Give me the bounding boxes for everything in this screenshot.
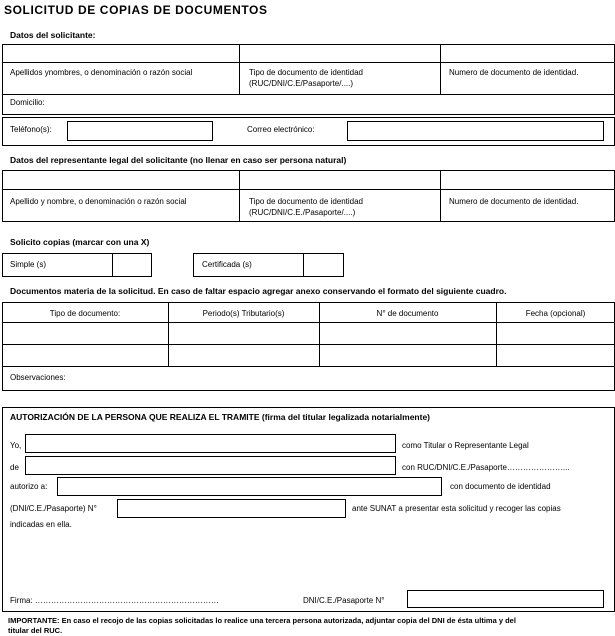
representative-name-field[interactable]: [4, 172, 240, 189]
email-field[interactable]: [347, 121, 604, 141]
applicant-doc-type-label: Tipo de documento de identidad: [249, 68, 364, 77]
applicant-name-label: Apellidos ynombres, o denominación o razón social: [10, 68, 193, 77]
observations-label: Observaciones:: [10, 373, 66, 382]
column-header-doc-type: Tipo de documento:: [49, 309, 121, 318]
certified-checkbox[interactable]: [303, 253, 344, 277]
de-suffix: con RUC/DNI/C.E./Pasaporte…………………...: [402, 463, 570, 472]
representative-doc-number-label: Numero de documento de identidad.: [449, 197, 579, 206]
dni-field[interactable]: [117, 499, 346, 518]
column-header-date: Fecha (opcional): [525, 309, 586, 318]
representative-doc-number-field[interactable]: [443, 172, 615, 189]
phone-field[interactable]: [67, 121, 213, 141]
column-header-doc-number: N° de documento: [376, 309, 439, 318]
applicant-name-field[interactable]: [4, 46, 240, 62]
autorizo-suffix: con documento de identidad: [450, 482, 551, 491]
email-label: Correo electrónico:: [247, 125, 315, 134]
address-field[interactable]: [60, 97, 614, 113]
yo-suffix: como Titular o Representante Legal: [402, 441, 529, 450]
signature-label: Firma: ……………………………………………………………: [10, 596, 219, 605]
representative-doc-type-field[interactable]: [242, 172, 441, 189]
observations-field[interactable]: [80, 370, 614, 388]
yo-label: Yo,: [10, 441, 22, 450]
divider: [2, 366, 615, 367]
documents-heading: Documentos materia de la solicitud. En caso de faltar espacio agregar anexo conservando el formato del siguiente cuadro.: [10, 286, 507, 296]
important-note: IMPORTANTE: En caso el recojo de las copias solicitadas lo realice una tercera persona autorizada, adjuntar copia del DNI de ésta ultima y del: [8, 616, 516, 625]
applicant-doc-type-hint: (RUC/DNI/C.E/Pasaporte/....): [249, 79, 354, 88]
authorization-heading: AUTORIZACIÓN DE LA PERSONA QUE REALIZA EL TRAMITE (firma del titular legalizada notarialmente): [10, 412, 431, 422]
signature-dni-field[interactable]: [407, 590, 604, 608]
simple-label: Simple (s): [10, 260, 47, 269]
representative-heading: Datos del representante legal del solicitante (no llenar en caso ser persona natural): [10, 155, 347, 165]
ante-text-continued: indicadas en ella.: [10, 520, 72, 529]
applicant-doc-number-label: Numero de documento de identidad.: [449, 68, 579, 77]
autorizo-field[interactable]: [57, 477, 442, 496]
representative-doc-type-hint: (RUC/DNI/C.E./Pasaporte/....): [249, 208, 356, 217]
representative-doc-type-label: Tipo de documento de identidad: [249, 197, 364, 206]
phone-label: Teléfono(s):: [10, 125, 52, 134]
page-title: SOLICITUD DE COPIAS DE DOCUMENTOS: [4, 3, 268, 17]
address-label: Domicilio:: [10, 98, 45, 107]
divider: [2, 62, 615, 63]
column-header-period: Periodo(s) Tributario(s): [202, 309, 285, 318]
ante-text: ante SUNAT a presentar esta solicitud y recoger las copias: [352, 504, 561, 513]
divider: [2, 189, 615, 190]
autorizo-label: autorizo a:: [10, 482, 48, 491]
de-label: de: [10, 463, 19, 472]
divider: [2, 344, 615, 345]
important-note-continued: titular del RUC.: [8, 626, 63, 635]
applicant-doc-type-field[interactable]: [242, 46, 441, 62]
dni-label: (DNI/C.E./Pasaporte) N°: [10, 504, 97, 513]
applicant-heading: Datos del solicitante:: [10, 30, 96, 40]
de-field[interactable]: [25, 456, 396, 475]
signature-dni-label: DNI/C.E./Pasaporte N°: [303, 596, 385, 605]
divider: [2, 322, 615, 323]
representative-name-label: Apellido y nombre, o denominación o razón social: [10, 197, 187, 206]
yo-field[interactable]: [25, 434, 396, 453]
applicant-doc-number-field[interactable]: [443, 46, 615, 62]
simple-checkbox[interactable]: [112, 253, 152, 277]
divider: [2, 94, 615, 95]
certified-label: Certificada (s): [202, 260, 252, 269]
copies-heading: Solicito copias (marcar con una X): [10, 237, 150, 247]
